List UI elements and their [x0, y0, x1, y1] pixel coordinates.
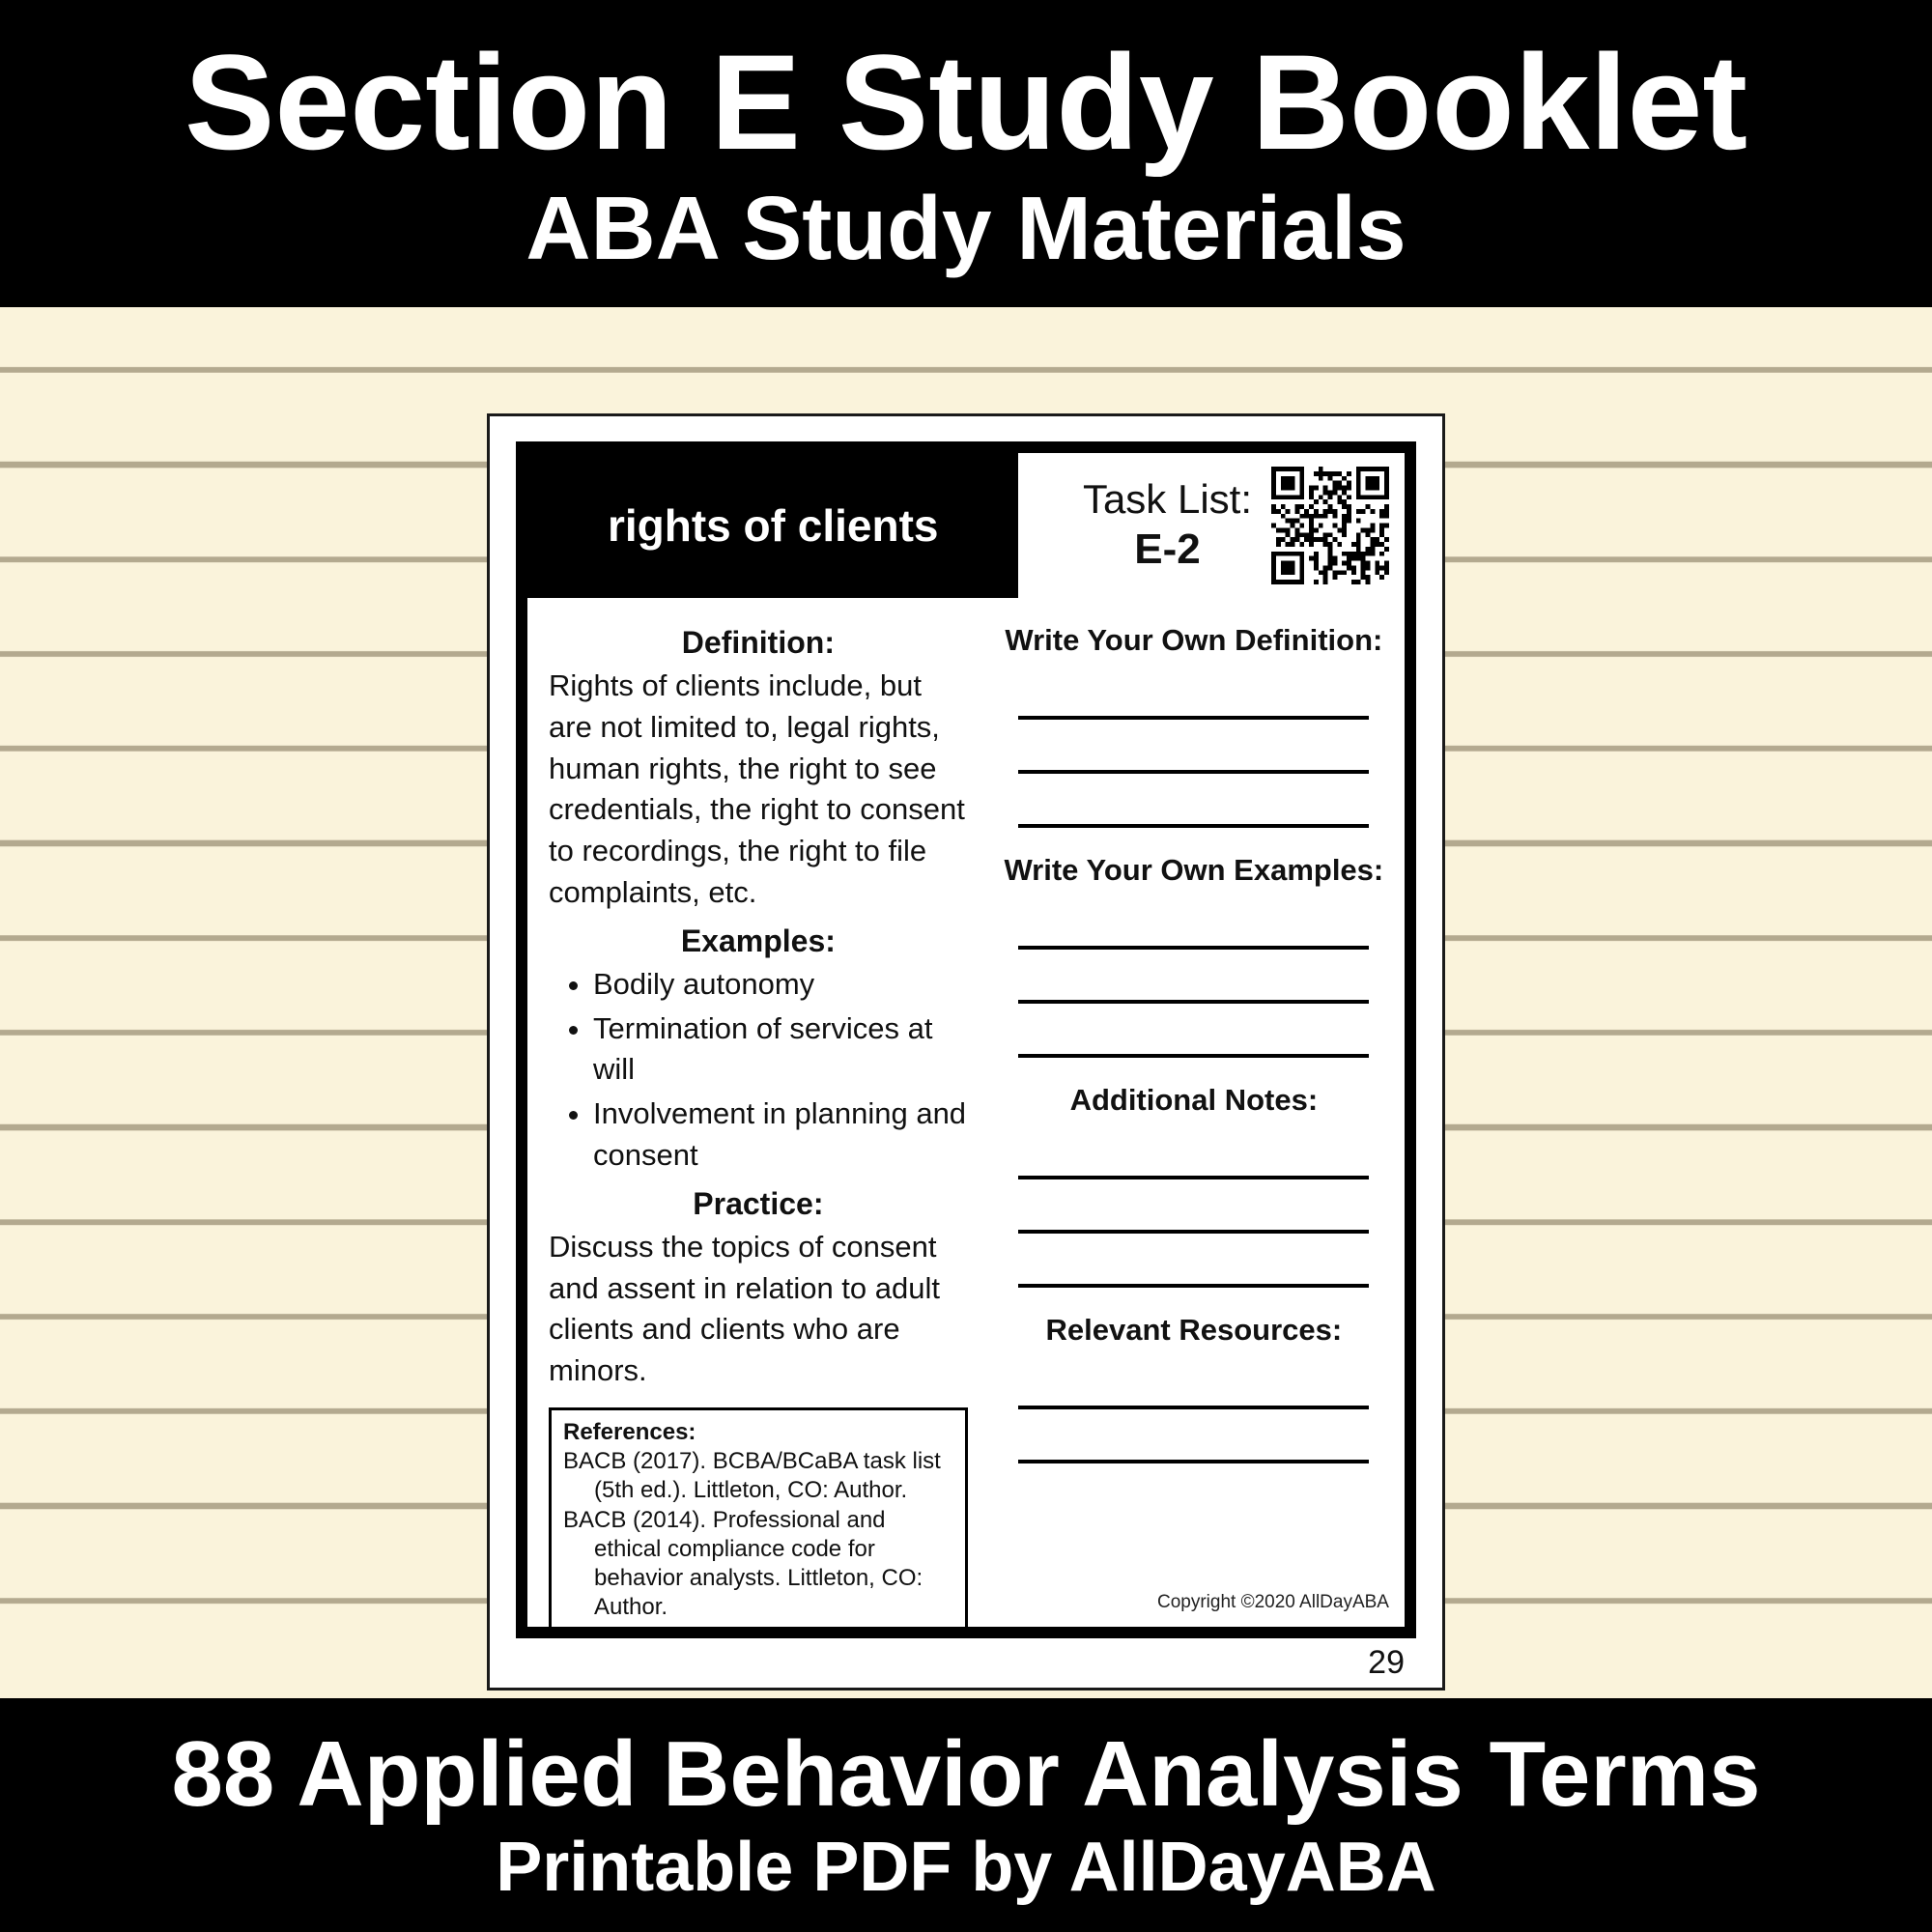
definition-write-lines	[995, 666, 1393, 828]
notes-write-lines	[995, 1125, 1393, 1288]
task-list-label: Task List:	[1082, 476, 1252, 523]
examples-write-lines	[995, 895, 1393, 1058]
footer-title: 88 Applied Behavior Analysis Terms	[171, 1722, 1761, 1826]
examples-heading: Examples:	[680, 923, 836, 958]
example-item: • Involvement in planning and consent	[593, 1094, 968, 1177]
write-in-column	[985, 613, 1397, 1617]
task-list-area	[1018, 453, 1405, 598]
booklet-title: Section E Study Booklet	[185, 25, 1747, 178]
blank-write-line	[1018, 774, 1369, 828]
blank-write-line	[1018, 1409, 1369, 1463]
worksheet-body	[527, 598, 1405, 1627]
blank-write-line	[1018, 950, 1369, 1004]
examples-list	[549, 964, 968, 1177]
blank-write-line	[1018, 1355, 1369, 1409]
example-item: • Bodily autonomy	[593, 964, 968, 1006]
blank-write-line	[1018, 666, 1369, 720]
page-number: 29	[1368, 1644, 1405, 1681]
footer-subtitle: Printable PDF by AllDayABA	[496, 1829, 1436, 1906]
definition-heading: Definition:	[681, 625, 835, 660]
term-info-column	[539, 613, 985, 1621]
worksheet-frame	[516, 441, 1416, 1638]
write-examples-heading: Write Your Own Examples:	[1004, 853, 1384, 887]
blank-write-line	[1018, 1125, 1369, 1179]
copyright-note: Copyright ©2020 AllDayABA	[1156, 1592, 1389, 1612]
blank-write-line	[1018, 720, 1369, 774]
resources-write-lines	[995, 1355, 1393, 1463]
blank-write-line	[1018, 1004, 1369, 1058]
reference-item: BACB (2014). Professional and ethical compliance code for behavior analysts. Littleton, CO: Author.	[563, 1506, 923, 1621]
references-list	[563, 1447, 953, 1622]
definition-text: Rights of clients include, but are not limited to, legal rights, human rights, the right to see credentials, the right to consent to recordings, the right to file complaints, etc.	[549, 668, 965, 909]
practice-heading: Practice:	[693, 1185, 824, 1221]
lined-paper-background	[0, 307, 1932, 1698]
reference-item: BACB (2017). BCBA/BCaBA task list (5th ed.). Littleton, CO: Author.	[563, 1448, 941, 1504]
blank-write-line	[1018, 895, 1369, 950]
references-box	[549, 1407, 968, 1627]
references-heading: References:	[563, 1418, 696, 1445]
blank-write-line	[1018, 1234, 1369, 1288]
term-label: rights of clients	[607, 500, 939, 551]
qr-code-icon	[1271, 467, 1389, 584]
practice-text: Discuss the topics of consent and assent in relation to adult clients and clients who are minors.	[549, 1229, 940, 1388]
additional-notes-heading: Additional Notes:	[1069, 1083, 1319, 1117]
top-band	[0, 0, 1932, 307]
write-definition-heading: Write Your Own Definition:	[1005, 623, 1383, 657]
booklet-subtitle: ABA Study Materials	[526, 177, 1406, 278]
task-list-code: E-2	[1134, 525, 1201, 573]
term-header-bar	[527, 453, 1018, 598]
task-list-text	[1083, 475, 1252, 575]
example-item: • Termination of services at will	[593, 1009, 968, 1092]
bottom-band	[0, 1698, 1932, 1932]
relevant-resources-heading: Relevant Resources:	[1045, 1313, 1343, 1347]
worksheet-header	[527, 453, 1405, 598]
worksheet-page	[487, 413, 1445, 1690]
blank-write-line	[1018, 1179, 1369, 1234]
